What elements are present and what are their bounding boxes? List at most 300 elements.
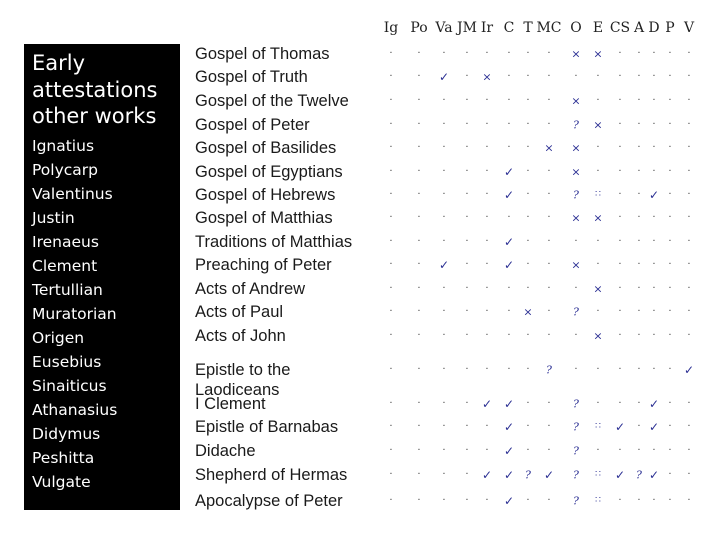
dot-icon: · bbox=[485, 421, 489, 432]
query-icon: ? bbox=[573, 397, 579, 411]
dot-icon: · bbox=[507, 119, 511, 130]
dot-icon: · bbox=[618, 236, 622, 247]
dot-icon: · bbox=[485, 445, 489, 456]
column-header: CS bbox=[609, 20, 631, 36]
dot-icon: · bbox=[668, 189, 672, 200]
dot-icon: · bbox=[547, 445, 551, 456]
cross-icon: × bbox=[593, 329, 603, 343]
cross-icon: × bbox=[523, 305, 533, 319]
dot-icon: · bbox=[465, 283, 469, 294]
work-title: Epistle of Barnabas bbox=[195, 418, 339, 436]
column-header: Po bbox=[410, 20, 428, 36]
dot-icon: · bbox=[652, 306, 656, 317]
check-icon: ✓ bbox=[648, 188, 660, 202]
cross-icon: × bbox=[593, 211, 603, 225]
check-icon: ✓ bbox=[648, 420, 660, 434]
dot-icon: · bbox=[507, 364, 511, 375]
dot-icon: · bbox=[637, 236, 641, 247]
cross-icon: × bbox=[593, 47, 603, 61]
dot-icon: · bbox=[485, 119, 489, 130]
witness-item: Eusebius bbox=[32, 352, 102, 371]
double-query-icon: ∷ bbox=[595, 421, 601, 432]
dot-icon: · bbox=[618, 212, 622, 223]
dot-icon: · bbox=[637, 48, 641, 59]
dot-icon: · bbox=[652, 71, 656, 82]
dot-icon: · bbox=[417, 495, 421, 506]
dot-icon: · bbox=[618, 259, 622, 270]
dot-icon: · bbox=[574, 283, 578, 294]
dot-icon: · bbox=[668, 445, 672, 456]
work-title: Preaching of Peter bbox=[195, 256, 332, 274]
witness-item: Clement bbox=[32, 256, 98, 275]
dot-icon: · bbox=[417, 236, 421, 247]
check-icon: ✓ bbox=[648, 468, 660, 482]
dot-icon: · bbox=[526, 445, 530, 456]
dot-icon: · bbox=[442, 330, 446, 341]
dot-icon: · bbox=[465, 469, 469, 480]
witness-item: Didymus bbox=[32, 424, 101, 443]
dot-icon: · bbox=[465, 71, 469, 82]
work-title: Gospel of Thomas bbox=[195, 45, 330, 63]
dot-icon: · bbox=[618, 48, 622, 59]
cross-icon: × bbox=[593, 282, 603, 296]
dot-icon: · bbox=[417, 189, 421, 200]
dot-icon: · bbox=[465, 166, 469, 177]
dot-icon: · bbox=[417, 469, 421, 480]
dot-icon: · bbox=[618, 166, 622, 177]
dot-icon: · bbox=[652, 142, 656, 153]
sidebar-title-line: attestations bbox=[32, 77, 158, 102]
dot-icon: · bbox=[618, 71, 622, 82]
dot-icon: · bbox=[465, 142, 469, 153]
witness-item: Athanasius bbox=[32, 400, 118, 419]
witness-item: Valentinus bbox=[32, 184, 113, 203]
dot-icon: · bbox=[652, 212, 656, 223]
dot-icon: · bbox=[389, 421, 393, 432]
dot-icon: · bbox=[526, 236, 530, 247]
work-title: Acts of Paul bbox=[195, 303, 284, 321]
dot-icon: · bbox=[465, 236, 469, 247]
dot-icon: · bbox=[465, 495, 469, 506]
dot-icon: · bbox=[417, 48, 421, 59]
dot-icon: · bbox=[687, 445, 691, 456]
check-icon: ✓ bbox=[503, 468, 515, 482]
dot-icon: · bbox=[547, 71, 551, 82]
dot-icon: · bbox=[637, 95, 641, 106]
check-icon: ✓ bbox=[503, 165, 515, 179]
check-icon: ✓ bbox=[481, 468, 493, 482]
dot-icon: · bbox=[637, 142, 641, 153]
dot-icon: · bbox=[668, 236, 672, 247]
dot-icon: · bbox=[465, 306, 469, 317]
dot-icon: · bbox=[442, 445, 446, 456]
dot-icon: · bbox=[596, 259, 600, 270]
dot-icon: · bbox=[618, 189, 622, 200]
dot-icon: · bbox=[652, 166, 656, 177]
dot-icon: · bbox=[417, 445, 421, 456]
dot-icon: · bbox=[389, 283, 393, 294]
dot-icon: · bbox=[637, 445, 641, 456]
dot-icon: · bbox=[547, 48, 551, 59]
dot-icon: · bbox=[652, 445, 656, 456]
column-header: MC bbox=[536, 20, 562, 36]
dot-icon: · bbox=[668, 398, 672, 409]
dot-icon: · bbox=[668, 95, 672, 106]
dot-icon: · bbox=[507, 330, 511, 341]
dot-icon: · bbox=[442, 212, 446, 223]
dot-icon: · bbox=[547, 236, 551, 247]
dot-icon: · bbox=[465, 364, 469, 375]
dot-icon: · bbox=[618, 142, 622, 153]
dot-icon: · bbox=[687, 330, 691, 341]
dot-icon: · bbox=[485, 95, 489, 106]
dot-icon: · bbox=[442, 48, 446, 59]
dot-icon: · bbox=[417, 259, 421, 270]
work-title: Gospel of the Twelve bbox=[195, 92, 349, 110]
dot-icon: · bbox=[687, 398, 691, 409]
dot-icon: · bbox=[687, 495, 691, 506]
column-header: D bbox=[648, 20, 660, 36]
dot-icon: · bbox=[687, 212, 691, 223]
dot-icon: · bbox=[687, 142, 691, 153]
dot-icon: · bbox=[442, 142, 446, 153]
dot-icon: · bbox=[507, 212, 511, 223]
dot-icon: · bbox=[417, 212, 421, 223]
dot-icon: · bbox=[547, 283, 551, 294]
dot-icon: · bbox=[417, 119, 421, 130]
witness-item: Vulgate bbox=[32, 472, 91, 491]
dot-icon: · bbox=[652, 259, 656, 270]
query-icon: ? bbox=[525, 468, 531, 482]
dot-icon: · bbox=[442, 364, 446, 375]
dot-icon: · bbox=[389, 95, 393, 106]
check-icon: ✓ bbox=[683, 363, 695, 377]
column-header: T bbox=[523, 20, 533, 36]
dot-icon: · bbox=[637, 119, 641, 130]
cross-icon: × bbox=[544, 141, 554, 155]
double-query-icon: ∷ bbox=[595, 495, 601, 506]
dot-icon: · bbox=[652, 95, 656, 106]
check-icon: ✓ bbox=[648, 397, 660, 411]
dot-icon: · bbox=[507, 95, 511, 106]
dot-icon: · bbox=[547, 189, 551, 200]
dot-icon: · bbox=[442, 306, 446, 317]
dot-icon: · bbox=[618, 364, 622, 375]
dot-icon: · bbox=[637, 189, 641, 200]
dot-icon: · bbox=[687, 306, 691, 317]
witness-item: Origen bbox=[32, 328, 85, 347]
dot-icon: · bbox=[389, 259, 393, 270]
dot-icon: · bbox=[637, 495, 641, 506]
dot-icon: · bbox=[389, 119, 393, 130]
dot-icon: · bbox=[668, 48, 672, 59]
dot-icon: · bbox=[507, 48, 511, 59]
dot-icon: · bbox=[687, 166, 691, 177]
dot-icon: · bbox=[637, 259, 641, 270]
dot-icon: · bbox=[389, 71, 393, 82]
dot-icon: · bbox=[596, 71, 600, 82]
query-icon: ? bbox=[573, 118, 579, 132]
dot-icon: · bbox=[442, 469, 446, 480]
work-title: Gospel of Truth bbox=[195, 68, 308, 86]
dot-icon: · bbox=[668, 306, 672, 317]
dot-icon: · bbox=[442, 421, 446, 432]
dot-icon: · bbox=[485, 259, 489, 270]
dot-icon: · bbox=[526, 495, 530, 506]
dot-icon: · bbox=[485, 166, 489, 177]
dot-icon: · bbox=[596, 445, 600, 456]
dot-icon: · bbox=[618, 445, 622, 456]
dot-icon: · bbox=[465, 259, 469, 270]
dot-icon: · bbox=[652, 48, 656, 59]
dot-icon: · bbox=[389, 166, 393, 177]
dot-icon: · bbox=[547, 212, 551, 223]
dot-icon: · bbox=[637, 306, 641, 317]
dot-icon: · bbox=[465, 119, 469, 130]
column-header: V bbox=[683, 20, 695, 36]
witness-item: Irenaeus bbox=[32, 232, 99, 251]
dot-icon: · bbox=[687, 469, 691, 480]
dot-icon: · bbox=[687, 259, 691, 270]
check-icon: ✓ bbox=[503, 258, 515, 272]
column-header: Ir bbox=[480, 20, 494, 36]
dot-icon: · bbox=[526, 259, 530, 270]
dot-icon: · bbox=[596, 142, 600, 153]
dot-icon: · bbox=[668, 259, 672, 270]
dot-icon: · bbox=[389, 189, 393, 200]
dot-icon: · bbox=[526, 119, 530, 130]
query-icon: ? bbox=[573, 468, 579, 482]
dot-icon: · bbox=[687, 71, 691, 82]
dot-icon: · bbox=[668, 212, 672, 223]
dot-icon: · bbox=[668, 330, 672, 341]
dot-icon: · bbox=[417, 330, 421, 341]
check-icon: ✓ bbox=[503, 494, 515, 508]
dot-icon: · bbox=[526, 48, 530, 59]
query-icon: ? bbox=[636, 468, 642, 482]
dot-icon: · bbox=[547, 119, 551, 130]
witness-item: Sinaiticus bbox=[32, 376, 107, 395]
query-icon: ? bbox=[573, 188, 579, 202]
dot-icon: · bbox=[637, 421, 641, 432]
dot-icon: · bbox=[668, 119, 672, 130]
dot-icon: · bbox=[574, 71, 578, 82]
dot-icon: · bbox=[618, 330, 622, 341]
witness-item: Justin bbox=[32, 208, 75, 227]
dot-icon: · bbox=[465, 330, 469, 341]
double-query-icon: ∷ bbox=[595, 189, 601, 200]
dot-icon: · bbox=[618, 306, 622, 317]
cross-icon: × bbox=[571, 211, 581, 225]
dot-icon: · bbox=[485, 48, 489, 59]
dot-icon: · bbox=[442, 189, 446, 200]
work-title: Shepherd of Hermas bbox=[195, 466, 348, 484]
dot-icon: · bbox=[417, 306, 421, 317]
dot-icon: · bbox=[526, 166, 530, 177]
dot-icon: · bbox=[637, 71, 641, 82]
dot-icon: · bbox=[417, 398, 421, 409]
dot-icon: · bbox=[637, 166, 641, 177]
cross-icon: × bbox=[571, 141, 581, 155]
witness-item: Tertullian bbox=[32, 280, 103, 299]
dot-icon: · bbox=[507, 306, 511, 317]
dot-icon: · bbox=[526, 71, 530, 82]
dot-icon: · bbox=[574, 364, 578, 375]
dot-icon: · bbox=[618, 495, 622, 506]
dot-icon: · bbox=[389, 212, 393, 223]
cross-icon: × bbox=[571, 47, 581, 61]
dot-icon: · bbox=[465, 445, 469, 456]
dot-icon: · bbox=[442, 95, 446, 106]
dot-icon: · bbox=[574, 330, 578, 341]
cross-icon: × bbox=[593, 118, 603, 132]
dot-icon: · bbox=[618, 398, 622, 409]
dot-icon: · bbox=[485, 306, 489, 317]
check-icon: ✓ bbox=[438, 70, 450, 84]
dot-icon: · bbox=[442, 398, 446, 409]
query-icon: ? bbox=[573, 420, 579, 434]
dot-icon: · bbox=[526, 421, 530, 432]
check-icon: ✓ bbox=[503, 397, 515, 411]
dot-icon: · bbox=[637, 212, 641, 223]
work-title: Acts of Andrew bbox=[195, 280, 306, 298]
dot-icon: · bbox=[596, 95, 600, 106]
dot-icon: · bbox=[465, 95, 469, 106]
work-title: Acts of John bbox=[195, 327, 286, 345]
cross-icon: × bbox=[571, 258, 581, 272]
dot-icon: · bbox=[507, 283, 511, 294]
dot-icon: · bbox=[465, 398, 469, 409]
dot-icon: · bbox=[668, 469, 672, 480]
dot-icon: · bbox=[526, 364, 530, 375]
column-header: A bbox=[633, 20, 645, 36]
check-icon: ✓ bbox=[438, 258, 450, 272]
sidebar-title-line: Early bbox=[32, 51, 86, 75]
dot-icon: · bbox=[547, 95, 551, 106]
column-header: O bbox=[570, 20, 582, 36]
dot-icon: · bbox=[465, 48, 469, 59]
dot-icon: · bbox=[389, 445, 393, 456]
dot-icon: · bbox=[389, 48, 393, 59]
column-header: E bbox=[592, 20, 604, 36]
dot-icon: · bbox=[389, 330, 393, 341]
dot-icon: · bbox=[637, 330, 641, 341]
dot-icon: · bbox=[668, 495, 672, 506]
dot-icon: · bbox=[526, 212, 530, 223]
dot-icon: · bbox=[652, 495, 656, 506]
check-icon: ✓ bbox=[503, 444, 515, 458]
dot-icon: · bbox=[547, 259, 551, 270]
dot-icon: · bbox=[485, 142, 489, 153]
dot-icon: · bbox=[668, 142, 672, 153]
check-icon: ✓ bbox=[543, 468, 555, 482]
dot-icon: · bbox=[485, 212, 489, 223]
dot-icon: · bbox=[574, 236, 578, 247]
check-icon: ✓ bbox=[614, 420, 626, 434]
work-title: Traditions of Matthias bbox=[195, 233, 353, 251]
dot-icon: · bbox=[618, 283, 622, 294]
dot-icon: · bbox=[547, 306, 551, 317]
dot-icon: · bbox=[547, 398, 551, 409]
dot-icon: · bbox=[442, 166, 446, 177]
dot-icon: · bbox=[485, 330, 489, 341]
dot-icon: · bbox=[596, 236, 600, 247]
dot-icon: · bbox=[465, 212, 469, 223]
dot-icon: · bbox=[596, 364, 600, 375]
dot-icon: · bbox=[526, 189, 530, 200]
dot-icon: · bbox=[668, 364, 672, 375]
dot-icon: · bbox=[389, 364, 393, 375]
dot-icon: · bbox=[389, 495, 393, 506]
dot-icon: · bbox=[668, 283, 672, 294]
dot-icon: · bbox=[465, 421, 469, 432]
dot-icon: · bbox=[485, 236, 489, 247]
dot-icon: · bbox=[442, 236, 446, 247]
dot-icon: · bbox=[417, 142, 421, 153]
dot-icon: · bbox=[442, 119, 446, 130]
check-icon: ✓ bbox=[614, 468, 626, 482]
dot-icon: · bbox=[618, 119, 622, 130]
dot-icon: · bbox=[417, 71, 421, 82]
work-title: Gospel of Egyptians bbox=[195, 163, 343, 181]
query-icon: ? bbox=[573, 444, 579, 458]
work-title: I Clement bbox=[195, 395, 266, 413]
dot-icon: · bbox=[668, 71, 672, 82]
dot-icon: · bbox=[389, 469, 393, 480]
dot-icon: · bbox=[442, 283, 446, 294]
dot-icon: · bbox=[465, 189, 469, 200]
witness-item: Peshitta bbox=[32, 448, 95, 467]
dot-icon: · bbox=[417, 364, 421, 375]
dot-icon: · bbox=[618, 95, 622, 106]
dot-icon: · bbox=[652, 364, 656, 375]
dot-icon: · bbox=[389, 236, 393, 247]
dot-icon: · bbox=[547, 495, 551, 506]
cross-icon: × bbox=[482, 70, 492, 84]
dot-icon: · bbox=[687, 48, 691, 59]
dot-icon: · bbox=[637, 398, 641, 409]
dot-icon: · bbox=[526, 95, 530, 106]
dot-icon: · bbox=[507, 142, 511, 153]
dot-icon: · bbox=[687, 119, 691, 130]
witness-item: Ignatius bbox=[32, 136, 95, 155]
dot-icon: · bbox=[687, 236, 691, 247]
dot-icon: · bbox=[417, 166, 421, 177]
check-icon: ✓ bbox=[503, 235, 515, 249]
dot-icon: · bbox=[507, 71, 511, 82]
dot-icon: · bbox=[652, 330, 656, 341]
dot-icon: · bbox=[442, 495, 446, 506]
check-icon: ✓ bbox=[503, 188, 515, 202]
dot-icon: · bbox=[596, 398, 600, 409]
dot-icon: · bbox=[687, 189, 691, 200]
dot-icon: · bbox=[637, 283, 641, 294]
work-title: Gospel of Matthias bbox=[195, 209, 333, 227]
dot-icon: · bbox=[485, 364, 489, 375]
query-icon: ? bbox=[573, 494, 579, 508]
dot-icon: · bbox=[389, 306, 393, 317]
dot-icon: · bbox=[389, 398, 393, 409]
dot-icon: · bbox=[417, 283, 421, 294]
column-header: Ig bbox=[383, 20, 399, 36]
cross-icon: × bbox=[571, 165, 581, 179]
dot-icon: · bbox=[485, 283, 489, 294]
work-title: Apocalypse of Peter bbox=[195, 492, 343, 510]
dot-icon: · bbox=[547, 166, 551, 177]
dot-icon: · bbox=[485, 189, 489, 200]
work-title: Didache bbox=[195, 442, 256, 460]
column-header: C bbox=[503, 20, 515, 36]
